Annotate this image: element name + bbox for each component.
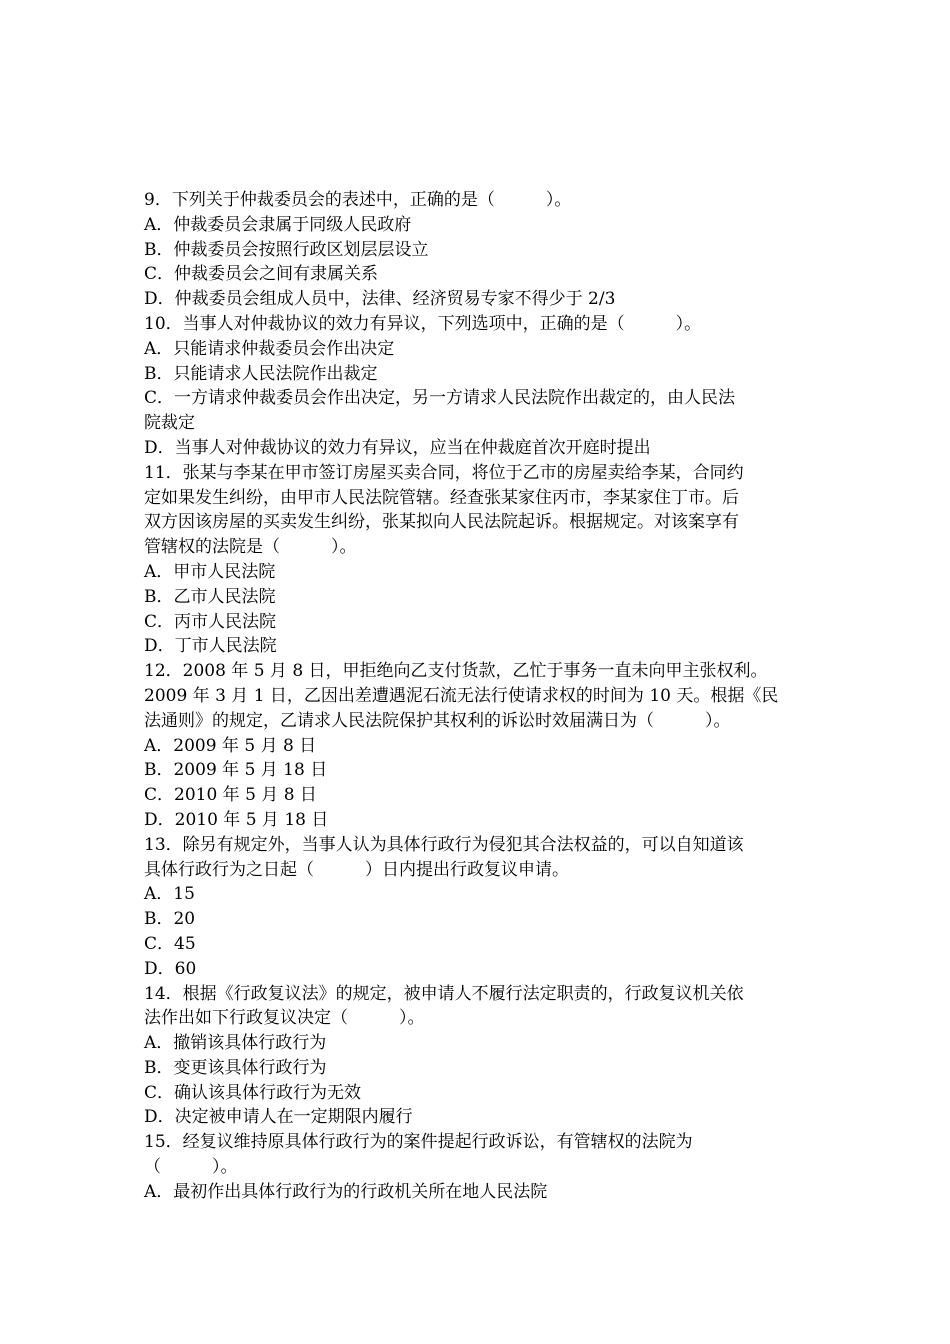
question-13-option-d: D．60 — [144, 958, 197, 979]
question-11-stem-line-3: 双方因该房屋的买卖发生纠纷，张某拟向人民法院起诉。根据规定。对该案享有 — [144, 512, 739, 533]
question-11-stem-line-1: 11．张某与李某在甲市签订房屋买卖合同，将位于乙市的房屋卖给李某，合同约 — [144, 462, 744, 483]
question-10-option-c-line-2: 院裁定 — [144, 413, 195, 434]
question-10-option-c-line-1: C．一方请求仲裁委员会作出决定，另一方请求人民法院作出裁定的，由人民法 — [144, 388, 736, 409]
question-10-option-b: B．只能请求人民法院作出裁定 — [144, 363, 378, 384]
question-9-option-b: B．仲裁委员会按照行政区划层层设立 — [144, 239, 429, 260]
question-14-option-b: B．变更该具体行政行为 — [144, 1057, 327, 1078]
question-14-option-c: C．确认该具体行政行为无效 — [144, 1082, 362, 1103]
question-11-option-c: C．丙市人民法院 — [144, 611, 277, 632]
question-12-option-b: B．2009 年 5 月 18 日 — [144, 760, 328, 781]
question-12-option-a: A．2009 年 5 月 8 日 — [144, 735, 317, 756]
question-13-stem-line-1: 13．除另有规定外，当事人认为具体行政行为侵犯其合法权益的，可以自知道该 — [144, 834, 744, 855]
question-12-stem-line-3: 法通则》的规定，乙请求人民法院保护其权利的诉讼时效届满日为（ ）。 — [144, 710, 731, 731]
question-11-option-b: B．乙市人民法院 — [144, 586, 276, 607]
question-12-option-c: C．2010 年 5 月 8 日 — [144, 785, 317, 806]
question-text-block — [144, 188, 808, 1205]
question-14-stem-line-1: 14．根据《行政复议法》的规定，被申请人不履行法定职责的，行政复议机关依 — [144, 983, 744, 1004]
question-13-option-b: B．20 — [144, 909, 196, 930]
question-11-stem-line-2: 定如果发生纠纷，由甲市人民法院管辖。经查张某家住丙市，李某家住丁市。后 — [144, 487, 739, 508]
question-9-stem: 9．下列关于仲裁委员会的表述中，正确的是（ ）。 — [144, 190, 572, 210]
question-13-option-c: C．45 — [144, 933, 196, 954]
question-15-option-a: A．最初作出具体行政行为的行政机关所在地人民法院 — [144, 1181, 548, 1202]
question-13-option-a: A．15 — [144, 884, 195, 905]
question-11-option-a: A．甲市人民法院 — [144, 561, 276, 582]
question-10-option-a: A．只能请求仲裁委员会作出决定 — [144, 338, 395, 359]
question-14-option-d: D．决定被申请人在一定期限内履行 — [144, 1107, 413, 1128]
question-12-option-d: D．2010 年 5 月 18 日 — [144, 809, 329, 830]
question-12-stem-line-2: 2009 年 3 月 1 日，乙因出差遭遇泥石流无法行使请求权的时间为 10 天。根据《民 — [144, 685, 779, 706]
question-14-option-a: A．撤销该具体行政行为 — [144, 1033, 327, 1054]
question-9-option-d: D．仲裁委员会组成人员中，法律、经济贸易专家不得少于 2/3 — [144, 289, 616, 310]
question-14-stem-line-2: 法作出如下行政复议决定（ ）。 — [144, 1008, 425, 1029]
question-12-stem-line-1: 12．2008 年 5 月 8 日，甲拒绝向乙支付货款，乙忙于事务一直未向甲主张权利。 — [144, 661, 768, 682]
question-10-stem: 10．当事人对仲裁协议的效力有异议，下列选项中，正确的是（ ）。 — [144, 313, 702, 334]
question-9-option-a: A．仲裁委员会隶属于同级人民政府 — [144, 214, 412, 235]
question-11-option-d: D．丁市人民法院 — [144, 636, 277, 657]
question-9-option-c: C．仲裁委员会之间有隶属关系 — [144, 264, 379, 285]
question-15-stem-line-2: （ ）。 — [144, 1157, 238, 1178]
question-10-option-d: D．当事人对仲裁协议的效力有异议，应当在仲裁庭首次开庭时提出 — [144, 437, 651, 458]
question-15-stem-line-1: 15．经复议维持原具体行政行为的案件提起行政诉讼，有管辖权的法院为 — [144, 1132, 693, 1153]
question-13-stem-line-2: 具体行政行为之日起（ ）日内提出行政复议申请。 — [144, 859, 569, 880]
question-11-stem-line-4: 管辖权的法院是（ ）。 — [144, 537, 357, 558]
